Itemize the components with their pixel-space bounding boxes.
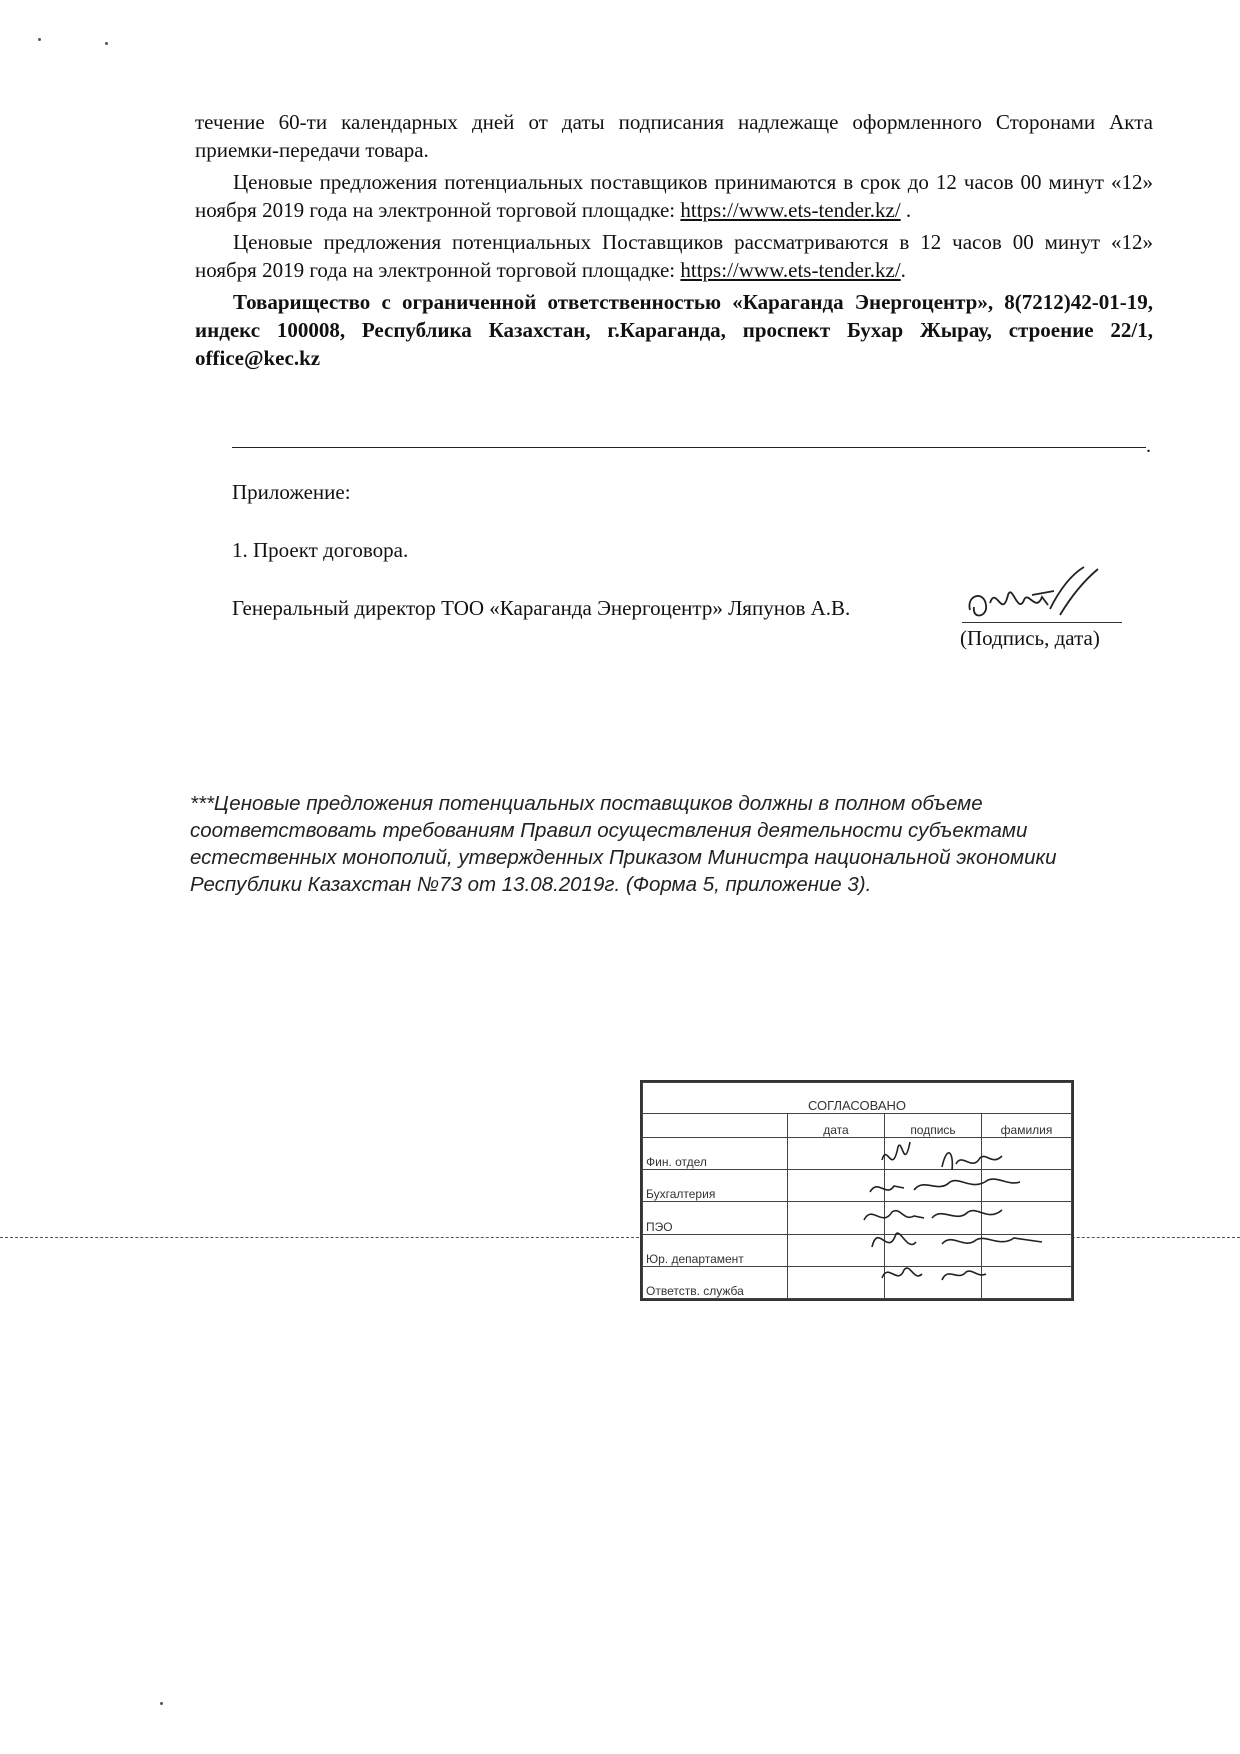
separator-dot: . (1146, 435, 1151, 457)
submission-link[interactable]: https://www.ets-tender.kz/ (680, 198, 901, 222)
approval-dept: Бухгалтерия (643, 1170, 788, 1202)
review-text: Ценовые предложения потенциальных Поставщиков рассматриваются в 12 часов 00 минут «12» ноября 2019 года на электронной торговой площадке: (195, 230, 1153, 282)
paragraph-review-time (195, 228, 1153, 284)
separator-line (232, 447, 1146, 448)
director-signature-line: Генеральный директор ТОО «Караганда Энергоцентр» Ляпунов А.В. (232, 596, 851, 620)
approval-col-surname: фамилия (982, 1114, 1072, 1138)
approval-col-date: дата (788, 1114, 885, 1138)
scan-speck (160, 1702, 163, 1705)
approval-dept: ПЭО (643, 1202, 788, 1234)
approval-handwriting (642, 1082, 1072, 1299)
appendix-label: Приложение: (232, 480, 351, 504)
paragraph-payment-term: течение 60-ти календарных дней от даты подписания надлежаще оформленного Сторонами Акта приемки-передачи товара. (195, 110, 1153, 162)
submission-tail: . (900, 198, 912, 222)
review-tail: . (900, 258, 906, 282)
handwritten-signature (962, 565, 1112, 635)
review-link[interactable]: https://www.ets-tender.kz/ (680, 258, 901, 282)
approval-col-signature: подпись (885, 1114, 982, 1138)
approval-dept: Фин. отдел (643, 1138, 788, 1170)
approval-stamp (640, 1080, 1074, 1301)
footnote-note: ***Ценовые предложения потенциальных поставщиков должны в полном объеме соответствовать требованиям Правил осуществления деятельности субъектами естественных монополий, утвержденных Приказом Министра национальной экономики Республики Казахстан №73 от 13.08.2019г. (Форма 5, приложение 3). (190, 792, 1057, 896)
paragraph-submission-deadline (195, 168, 1153, 224)
main-text (195, 108, 1153, 376)
approval-dept: Юр. департамент (643, 1234, 788, 1266)
approval-dept: Ответств. служба (643, 1266, 788, 1298)
appendix-item: 1. Проект договора. (232, 538, 409, 562)
company-details: Товарищество с ограниченной ответственностью «Караганда Энергоцентр», 8(7212)42-01-19, индекс 100008, Республика Казахстан, г.Караганда, проспект Бухар Жырау, строение 22/1, office@kec.kz (195, 290, 1153, 370)
approval-title: СОГЛАСОВАНО (643, 1083, 1072, 1114)
scan-speck (38, 38, 41, 41)
signature-caption: (Подпись, дата) (960, 626, 1100, 650)
scan-speck (105, 42, 108, 45)
submission-text: Ценовые предложения потенциальных поставщиков принимаются в срок до 12 часов 00 минут «12» ноября 2019 года на электронной торговой площадке: (195, 170, 1153, 222)
